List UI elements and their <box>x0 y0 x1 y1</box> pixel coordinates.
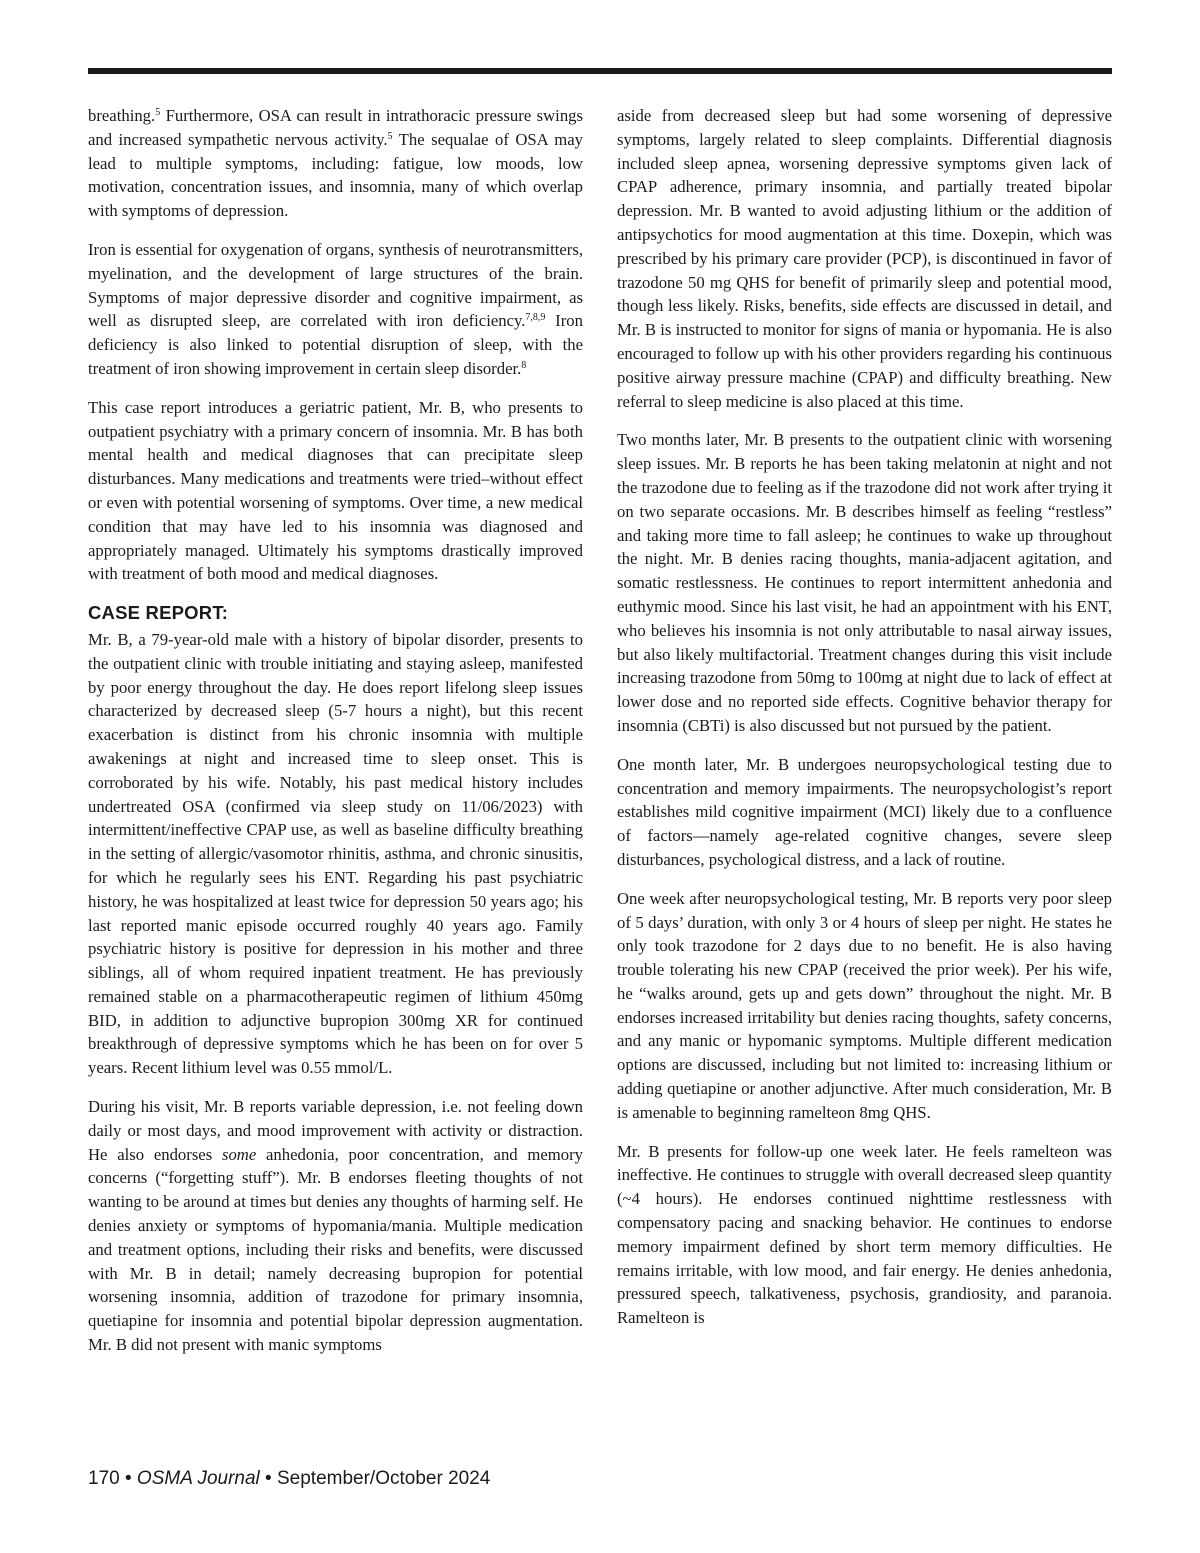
body-paragraph: This case report introduces a geriatric patient, Mr. B, who presents to outpatient psychiatry with a primary concern of insomnia. Mr. B has both mental health and medical diagnoses that can precipitate sleep disturbances. Many medications and treatments were tried–without effect or even with potential worsening of symptoms. Over time, a new medical condition that may have led to his insomnia was diagnosed and appropriately managed. Ultimately his symptoms drastically improved with treatment of both mood and medical diagnoses. <box>88 397 583 584</box>
page-footer <box>88 1468 490 1490</box>
body-paragraph: Two months later, Mr. B presents to the outpatient clinic with worsening sleep issues. Mr. B reports he has been taking melatonin at night and not the trazodone due to feeling as if the trazodone did not work after trying it on two separate occasions. Mr. B describes himself as feeling “restless” and taking more time to fall asleep; he continues to wake up throughout the night. Mr. B denies racing thoughts, mania-adjacent agitation, and somatic restlessness. He continues to report intermittent anhedonia and euthymic mood. Since his last visit, he had an appointment with his ENT, who believes his insomnia is not only attributable to nasal airway issues, but also likely multifactorial. Treatment changes during this visit include increasing trazodone from 50mg to 100mg at night due to lack of effect at lower dose and no reported side effects. Cognitive behavior therapy for insomnia (CBTi) is also discussed but not pursued by the patient. <box>617 430 1112 735</box>
emphasis-text: some <box>221 1144 257 1164</box>
citation-superscript: 8 <box>521 359 527 371</box>
footer-bullet: • <box>265 1468 272 1489</box>
body-paragraph: One month later, Mr. B undergoes neuropsychological testing due to concentration and memory impairments. The neuropsychologist’s report establishes mild cognitive impairment (MCI) likely due to a confluence of factors—namely age-related cognitive changes, severe sleep disturbances, psychological distress, and a lack of routine. <box>617 754 1112 869</box>
top-rule <box>88 68 1112 74</box>
citation-superscript: 5 <box>155 107 161 118</box>
body-paragraph: During his visit, Mr. B reports variable depression, i.e. not feeling down daily or most days, and mood improvement with activity or distraction. He also endorses some anhedonia, poor concentration, and memory concerns (“forgetting stuff”). Mr. B endorses fleeting thoughts of not wanting to be around at times but denies any thoughts of harming self. He denies anxiety or symptoms of hypomania/mania. Multiple medication and treatment options, including their risks and benefits, were discussed with Mr. B in detail; namely decreasing bupropion for potential worsening insomnia, addition of trazodone for primary insomnia, quetiapine for insomnia and potential bipolar depression augmentation. Mr. B did not present with manic symptoms <box>88 1097 583 1355</box>
right-column <box>617 104 1112 1464</box>
issue-date: September/October 2024 <box>276 1468 491 1489</box>
body-paragraph: Mr. B, a 79-year-old male with a history of bipolar disorder, presents to the outpatient clinic with trouble initiating and staying asleep, manifested by poor energy throughout the day. He does report lifelong sleep issues characterized by decreased sleep (5-7 hours a night), but this recent exacerbation is distinct from his chronic insomnia with multiple awakenings at night and increased time to sleep onset. This is corroborated by his wife. Notably, his past medical history includes undertreated OSA (confirmed via sleep study on 11/06/2023) with intermittent/ineffective CPAP use, as well as baseline difficulty breathing in the setting of allergic/vasomotor rhinitis, asthma, and chronic sinusitis, for which he regularly sees his ENT. Regarding his past psychiatric history, he was hospitalized at least twice for depression 50 years ago; his last reported manic episode occurred roughly 40 years ago. Family psychiatric history is positive for depression in his mother and three siblings, all of whom required inpatient treatment. He has previously remained stable on a pharmacotherapeutic regimen of lithium 450mg BID, in addition to adjunctive bupropion 300mg XR for continued breakthrough of depressive symptoms which he has been on for over 5 years. Recent lithium level was 0.55 mmol/L. <box>88 629 583 1078</box>
left-column <box>88 104 583 1464</box>
body-paragraph: breathing.$^5$ Furthermore, OSA can result in intrathoracic pressure swings and increased sympathetic nervous activity.$^5$ The sequalae of OSA may lead to multiple symptoms, including: fatigue, low moods, low motivation, concentration issues, and insomnia, many of which overlap with symptoms of depression. <box>88 106 583 221</box>
body-paragraph: One week after neuropsychological testing, Mr. B reports very poor sleep of 5 days’ duration, with only 3 or 4 hours of sleep per night. He states he only took trazodone for 2 days due to no benefit. He is also having trouble tolerating his new CPAP (received the prior week). Per his wife, he “walks around, gets up and gets down” throughout the night. Mr. B endorses increased irritability but denies racing thoughts, safety concerns, and any manic or hypomanic symptoms. Multiple different medication options are discussed, including but not limited to: increasing lithium or adding quetiapine or another adjunctive. After much consideration, Mr. B is amenable to beginning ramelteon 8mg QHS. <box>617 888 1112 1122</box>
section-heading: CASE REPORT: <box>88 602 229 624</box>
footer-bullet: • <box>124 1468 132 1489</box>
body-paragraph: Mr. B presents for follow-up one week later. He feels ramelteon was ineffective. He continues to struggle with overall decreased sleep quantity (~4 hours). He endorses continued nighttime restlessness with compensatory pacing and snacking behavior. He continues to endorse memory impairment defined by short term memory difficulties. He remains irritable, with low mood, and fair energy. He denies anhedonia, pressured speech, talkativeness, psychosis, grandiosity, and paranoia. Ramelteon is <box>617 1141 1112 1328</box>
page-number: 170 <box>88 1468 120 1489</box>
body-paragraph: Iron is essential for oxygenation of organs, synthesis of neurotransmitters, myelination, and the development of large structures of the brain. Symptoms of major depressive disorder and cognitive impairment, as well as disrupted sleep, are correlated with iron deficiency.$^{7,8,9}$ Iron deficiency is also linked to potential disruption of sleep, with the treatment of iron showing improvement in certain sleep disorder.$^8$ <box>88 239 583 378</box>
body-paragraph: aside from decreased sleep but had some worsening of depressive symptoms, largely related to sleep complaints. Differential diagnosis included sleep apnea, worsening depressive symptoms given lack of CPAP adherence, primary insomnia, and partially treated bipolar depression. Mr. B wanted to avoid adjusting lithium or the addition of antipsychotics for mood augmentation at this time. Doxepin, which was prescribed by his primary care provider (PCP), is discontinued in favor of trazodone 50 mg QHS for benefit of primarily sleep and potential mood, though less likely. Risks, benefits, side effects are discussed in detail, and Mr. B is instructed to monitor for signs of mania or hypomania. He is also encouraged to follow up with his other providers regarding his continuous positive airway pressure machine (CPAP) and difficulty breathing. New referral to sleep medicine is also placed at this time. <box>617 106 1112 411</box>
citation-superscript: 5 <box>387 130 393 142</box>
citation-superscript: 7,8,9 <box>525 312 546 324</box>
journal-name: OSMA Journal <box>136 1468 260 1489</box>
